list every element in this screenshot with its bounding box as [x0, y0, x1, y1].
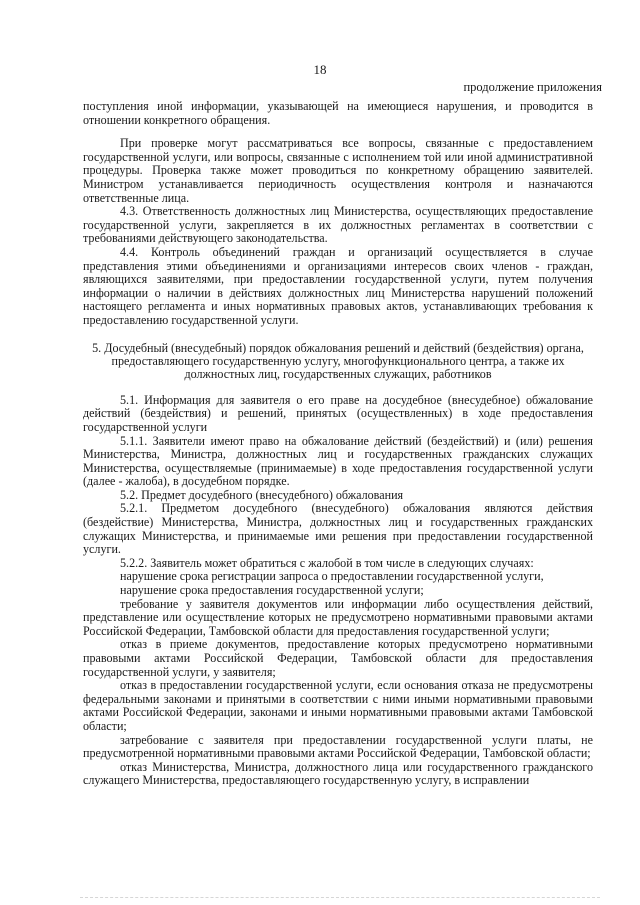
page-bottom-divider [80, 897, 600, 898]
paragraph: 5.1.1. Заявители имеют право на обжалование действий (бездействий) и (или) решения Министерства, Министра, должностных лиц и государственных гражданских служащих Министерства, осуществляемые (принимаемые) в ходе предоставления государственной услуги (далее - жалоба), в досудебном порядке. [83, 433, 593, 489]
list-item: отказ Министерства, Министра, должностного лица или государственного гражданского служащего Министерства, предоставляющего государственную услугу, в исправлении [83, 759, 593, 788]
paragraph: 4.3. Ответственность должностных лиц Министерства, осуществляющих предоставление государственной услуги, закрепляется в их должностных регламентах в соответствии с требованиями действующего законодательства. [83, 204, 593, 246]
paragraph: 5.2.2. Заявитель может обратиться с жалобой в том числе в следующих случаях: [120, 555, 534, 570]
paragraph: При проверке могут рассматриваться все вопросы, связанные с предоставлением государственной услуги, или вопросы, связанные с исполнением той или иной административной процедуры. Проверка также может проводиться по конкретному обращению заявителей. Министром устанавливается периодичность осуществления контроля и назначаются ответственные лица. [83, 136, 593, 205]
paragraph: поступления иной информации, указывающей на имеющиеся нарушения, и проводится в отношении конкретного обращения. [83, 99, 593, 127]
list-item: отказ в приеме документов, предоставление которых предусмотрено нормативными правовыми актами Российской Федерации, Тамбовской области для предоставления государственной услуги, у заявителя; [83, 637, 593, 679]
paragraph: 5.2. Предмет досудебного (внесудебного) обжалования [120, 487, 404, 502]
list-item: нарушение срока регистрации запроса о предоставлении государственной услуги, [120, 569, 544, 584]
list-item: требование у заявителя документов или информации либо осуществления действий, представление или осуществление которых не предусмотрено нормативными правовыми актами Российской Федерации, Тамбовской области для предоставления государственной услуги; [83, 596, 593, 638]
paragraph: 5.1. Информация для заявителя о его праве на досудебное (внесудебное) обжалование действий (бездействия) и решений, принятых (осуществленных) в ходе предоставления государственной услуги [83, 392, 593, 434]
paragraph: 5.2.1. Предметом досудебного (внесудебного) обжалования являются действия (бездействие) Министерства, Министра, должностных лиц и государственных гражданских служащих Министерства, и принимаемые ими решения при предоставлении государственной услуги. [83, 501, 593, 557]
continuation-label: продолжение приложения [463, 80, 602, 94]
list-item: отказ в предоставлении государственной услуги, если основания отказа не предусмотрены федеральными законами и принятыми в соответствии с ними иными нормативными правовыми актами Российской Федерации, законами и иными нормативными правовыми актами Тамбовской области; [83, 678, 593, 733]
paragraph: 4.4. Контроль объединений граждан и организаций осуществляется в случае представления этими объединениями и организациями интересов своих членов - граждан, являющихся заявителями, при предоставлении государственной услуги, путем получения информации о наличии в действиях должностных лиц Министерства нарушений положений настоящего регламента и иных нормативных правовых актов, устанавливающих требования к предоставлению государственной услуги. [83, 244, 593, 327]
section-heading: 5. Досудебный (внесудебный) порядок обжалования решений и действий (бездействия) органа, предоставляющего государственную услугу, многофункционального центра, а также их должностных лиц, государственных служащих, работников [92, 340, 584, 382]
list-item: затребование с заявителя при предоставлении государственной услуги платы, не предусмотренной нормативными правовыми актами Российской Федерации, Тамбовской области; [83, 732, 593, 761]
list-item: нарушение срока предоставления государственной услуги; [120, 583, 424, 598]
page-number: 18 [313, 62, 327, 77]
document-body [83, 100, 593, 788]
